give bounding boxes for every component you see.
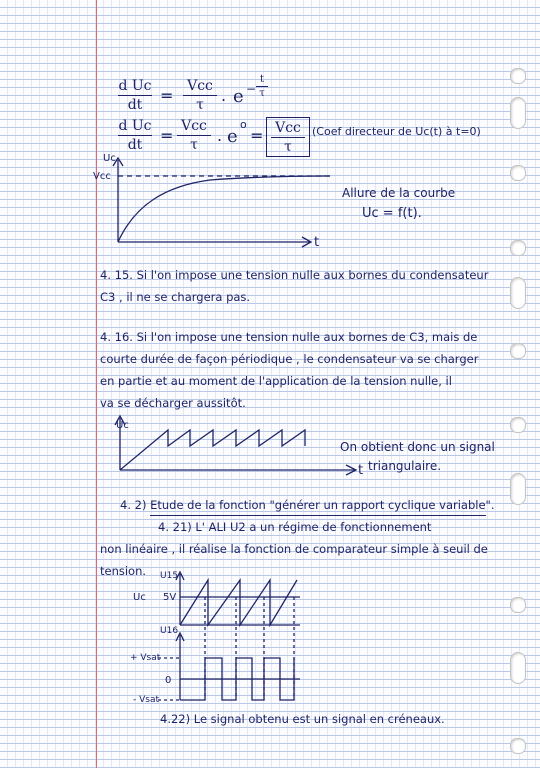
graph1-x-label: t <box>314 235 320 250</box>
eq2-box-num: Vcc <box>275 120 301 136</box>
section-4-21-line2: non linéaire , il réalise la fonction de comparateur simple à seuil de <box>100 542 488 556</box>
graph2-y-label: Uc <box>116 420 129 431</box>
eq2-note: (Coef directeur de Uc(t) à t=0) <box>312 125 481 138</box>
eq1-equals: = <box>160 86 174 105</box>
eq1-exp-num: t <box>259 74 265 85</box>
section-4-22-line1: 4.22) Le signal obtenu est un signal en créneaux. <box>160 712 445 726</box>
eq2-equals: = <box>160 126 174 145</box>
margin-line <box>96 0 97 768</box>
section-4-15-line2: C3 , il ne se chargera pas. <box>100 290 251 304</box>
section-4-21-line3: tension. <box>100 564 147 578</box>
eq2-dot: . <box>217 126 223 145</box>
eq2-rhs-num: Vcc <box>181 118 207 134</box>
section-4-2-underline <box>150 515 486 516</box>
eq1-lhs-fraction <box>118 78 152 113</box>
section-4-16-line1: 4. 16. Si l'on impose une tension nulle aux bornes de C3, mais de <box>100 330 478 344</box>
eq2-box-den: τ <box>284 139 292 155</box>
eq1-exp-sign: − <box>246 82 257 96</box>
graph3-zero-label: 0 <box>165 675 172 686</box>
eq1-rhs-fraction <box>183 78 217 113</box>
eq2-boxed-result <box>266 117 310 157</box>
section-4-16-line2: courte durée de façon périodique , le condensateur va se charger <box>100 352 479 366</box>
binder-hole <box>510 68 526 84</box>
section-4-16-line4: va se décharger aussitôt. <box>100 396 246 410</box>
binder-hole <box>510 417 526 433</box>
eq2-exp-power: o <box>240 118 247 131</box>
eq2-exp-base: e <box>227 126 238 147</box>
graph3-vsat-neg-label: - Vsat <box>133 695 159 705</box>
eq1-exp-base: e <box>233 86 244 107</box>
graph3-vsat-pos-label: + Vsat <box>130 653 161 663</box>
binder-hole <box>510 473 526 505</box>
binder-hole <box>510 652 526 684</box>
eq2-lhs-num: d Uc <box>118 118 152 134</box>
graph1-caption-line1: Allure de la courbe <box>342 186 456 200</box>
graph1-caption-line2: Uc = f(t). <box>362 206 422 221</box>
eq1-exp-den: τ <box>259 88 265 99</box>
eq2-lhs-fraction <box>118 118 152 153</box>
eq1-rhs-num: Vcc <box>187 78 213 94</box>
eq2-equals-2: = <box>250 126 264 145</box>
section-4-21-line1: 4. 21) L' ALI U2 a un régime de fonctionnement <box>158 520 432 534</box>
eq1-lhs-den: dt <box>127 97 143 113</box>
eq2-rhs-den: τ <box>190 137 198 153</box>
graph1-vcc-label: Vcc <box>93 171 111 182</box>
binder-hole <box>510 597 526 613</box>
binder-hole <box>510 277 526 309</box>
eq1-rhs-den: τ <box>196 97 204 113</box>
binder-hole <box>510 165 526 181</box>
section-4-16-line3: en partie et au moment de l'application de la tension nulle, il <box>100 374 452 388</box>
graph2-x-label: t <box>358 463 364 478</box>
binder-hole <box>510 97 526 129</box>
graph3-u15-label: U15 <box>160 571 179 581</box>
graph1-y-label: Uc <box>103 153 116 164</box>
binder-hole <box>510 738 526 754</box>
binder-hole <box>510 240 526 256</box>
eq1-lhs-num: d Uc <box>118 78 152 94</box>
binder-hole <box>510 343 526 359</box>
eq1-dot: . <box>221 86 227 105</box>
graph3-5v-label: 5V <box>163 592 177 603</box>
eq2-lhs-den: dt <box>127 137 143 153</box>
section-4-15-line1: 4. 15. Si l'on impose une tension nulle aux bornes du condensateur <box>100 268 489 282</box>
eq2-box-fraction <box>271 120 305 155</box>
graph3-u16-label: U16 <box>160 626 179 636</box>
eq1-exponent-fraction <box>256 74 268 99</box>
graph2-caption-line1: On obtient donc un signal <box>340 440 495 454</box>
eq2-rhs-fraction <box>177 118 211 153</box>
graph3-uc-label: Uc <box>133 592 146 603</box>
section-4-2-title: 4. 2) Etude de la fonction "générer un rapport cyclique variable". <box>120 498 495 512</box>
graph2-caption-line2: triangulaire. <box>368 459 442 473</box>
